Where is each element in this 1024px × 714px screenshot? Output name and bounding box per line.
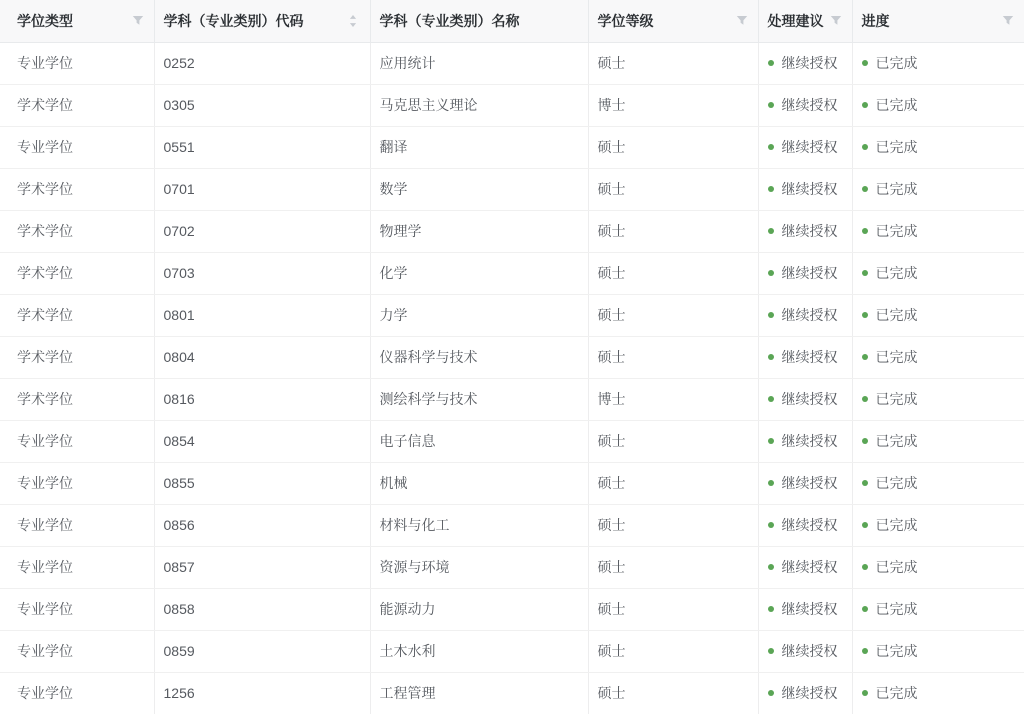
cell-degree-type bbox=[0, 588, 154, 630]
cell-name bbox=[370, 168, 588, 210]
cell-text: 硕士 bbox=[597, 559, 626, 575]
cell-level bbox=[588, 336, 758, 378]
status-dot bbox=[862, 564, 868, 570]
cell-level bbox=[588, 546, 758, 588]
table-row bbox=[0, 252, 1024, 294]
cell-text: 硕士 bbox=[597, 349, 626, 365]
table-row bbox=[0, 672, 1024, 714]
table-row bbox=[0, 84, 1024, 126]
table-row bbox=[0, 42, 1024, 84]
cell-degree-type bbox=[0, 126, 154, 168]
cell-code bbox=[154, 420, 370, 462]
cell-text: 继续授权 bbox=[781, 391, 838, 407]
cell-degree-type bbox=[0, 294, 154, 336]
cell-text: 继续授权 bbox=[781, 643, 838, 659]
status-dot bbox=[768, 396, 774, 402]
cell-level bbox=[588, 252, 758, 294]
cell-text: 机械 bbox=[379, 475, 408, 491]
col-header-label: 进度 bbox=[861, 12, 890, 29]
cell-progress bbox=[852, 84, 1024, 126]
cell-text: 硕士 bbox=[597, 139, 626, 155]
cell-text: 已完成 bbox=[875, 55, 918, 71]
status-dot bbox=[768, 564, 774, 570]
status-dot bbox=[862, 522, 868, 528]
cell-text: 0551 bbox=[163, 139, 195, 155]
status-dot bbox=[768, 186, 774, 192]
cell-text: 仪器科学与技术 bbox=[379, 349, 478, 365]
cell-text: 硕士 bbox=[597, 265, 626, 281]
cell-text: 0252 bbox=[163, 55, 195, 71]
cell-name bbox=[370, 378, 588, 420]
cell-text: 硕士 bbox=[597, 601, 626, 617]
status-dot bbox=[768, 144, 774, 150]
cell-suggestion bbox=[758, 630, 852, 672]
cell-text: 已完成 bbox=[875, 349, 918, 365]
status-dot bbox=[768, 480, 774, 486]
cell-suggestion bbox=[758, 84, 852, 126]
cell-text: 0854 bbox=[163, 433, 195, 449]
cell-degree-type bbox=[0, 462, 154, 504]
table-row bbox=[0, 420, 1024, 462]
cell-progress bbox=[852, 336, 1024, 378]
cell-text: 学术学位 bbox=[17, 97, 73, 113]
cell-text: 马克思主义理论 bbox=[379, 97, 478, 113]
cell-text: 继续授权 bbox=[781, 349, 838, 365]
cell-text: 继续授权 bbox=[781, 55, 838, 71]
cell-level bbox=[588, 630, 758, 672]
cell-code bbox=[154, 504, 370, 546]
cell-text: 专业学位 bbox=[17, 55, 73, 71]
cell-text: 继续授权 bbox=[781, 265, 838, 281]
cell-text: 土木水利 bbox=[379, 643, 436, 659]
table-row bbox=[0, 546, 1024, 588]
cell-level bbox=[588, 672, 758, 714]
cell-code bbox=[154, 126, 370, 168]
col-header-progress bbox=[852, 0, 1024, 42]
cell-text: 继续授权 bbox=[781, 685, 838, 701]
cell-progress bbox=[852, 630, 1024, 672]
cell-text: 继续授权 bbox=[781, 139, 838, 155]
status-dot bbox=[768, 312, 774, 318]
cell-level bbox=[588, 168, 758, 210]
cell-progress bbox=[852, 378, 1024, 420]
cell-text: 已完成 bbox=[875, 433, 918, 449]
cell-text: 材料与化工 bbox=[379, 517, 450, 533]
table-row bbox=[0, 336, 1024, 378]
cell-level bbox=[588, 126, 758, 168]
cell-text: 0858 bbox=[163, 601, 195, 617]
cell-text: 翻译 bbox=[379, 139, 408, 155]
table-row bbox=[0, 378, 1024, 420]
cell-text: 0816 bbox=[163, 391, 195, 407]
cell-text: 继续授权 bbox=[781, 433, 838, 449]
cell-text: 继续授权 bbox=[781, 223, 838, 239]
cell-text: 继续授权 bbox=[781, 181, 838, 197]
cell-text: 0856 bbox=[163, 517, 195, 533]
cell-text: 已完成 bbox=[875, 517, 918, 533]
filter-icon[interactable] bbox=[830, 15, 842, 27]
col-header-subject-name bbox=[370, 0, 588, 42]
cell-text: 硕士 bbox=[597, 181, 626, 197]
cell-progress bbox=[852, 252, 1024, 294]
col-header-label: 学位类型 bbox=[17, 12, 73, 29]
cell-code bbox=[154, 588, 370, 630]
cell-name bbox=[370, 630, 588, 672]
cell-text: 硕士 bbox=[597, 475, 626, 491]
table-header bbox=[0, 0, 1024, 42]
status-dot bbox=[862, 102, 868, 108]
cell-progress bbox=[852, 462, 1024, 504]
cell-text: 专业学位 bbox=[17, 475, 73, 491]
cell-suggestion bbox=[758, 126, 852, 168]
cell-code bbox=[154, 210, 370, 252]
status-dot bbox=[768, 60, 774, 66]
cell-text: 资源与环境 bbox=[379, 559, 450, 575]
cell-text: 学术学位 bbox=[17, 223, 73, 239]
cell-text: 已完成 bbox=[875, 601, 918, 617]
cell-text: 已完成 bbox=[875, 139, 918, 155]
cell-degree-type bbox=[0, 420, 154, 462]
cell-suggestion bbox=[758, 546, 852, 588]
cell-code bbox=[154, 462, 370, 504]
status-dot bbox=[768, 648, 774, 654]
cell-suggestion bbox=[758, 42, 852, 84]
col-header-subject-code[interactable] bbox=[154, 0, 370, 42]
cell-level bbox=[588, 462, 758, 504]
cell-suggestion bbox=[758, 588, 852, 630]
cell-suggestion bbox=[758, 462, 852, 504]
cell-text: 已完成 bbox=[875, 307, 918, 323]
cell-text: 0855 bbox=[163, 475, 195, 491]
status-dot bbox=[768, 270, 774, 276]
cell-progress bbox=[852, 168, 1024, 210]
cell-text: 已完成 bbox=[875, 559, 918, 575]
cell-degree-type bbox=[0, 630, 154, 672]
cell-text: 硕士 bbox=[597, 307, 626, 323]
cell-text: 电子信息 bbox=[379, 433, 436, 449]
status-dot bbox=[768, 438, 774, 444]
cell-text: 学术学位 bbox=[17, 307, 73, 323]
cell-text: 继续授权 bbox=[781, 559, 838, 575]
cell-level bbox=[588, 84, 758, 126]
cell-level bbox=[588, 42, 758, 84]
status-dot bbox=[862, 186, 868, 192]
cell-degree-type bbox=[0, 252, 154, 294]
cell-progress bbox=[852, 126, 1024, 168]
cell-level bbox=[588, 420, 758, 462]
cell-text: 硕士 bbox=[597, 223, 626, 239]
cell-name bbox=[370, 462, 588, 504]
cell-text: 专业学位 bbox=[17, 685, 73, 701]
cell-progress bbox=[852, 210, 1024, 252]
cell-text: 化学 bbox=[379, 265, 408, 281]
cell-text: 已完成 bbox=[875, 685, 918, 701]
cell-text: 专业学位 bbox=[17, 601, 73, 617]
cell-text: 已完成 bbox=[875, 265, 918, 281]
cell-text: 已完成 bbox=[875, 643, 918, 659]
col-header-suggestion bbox=[758, 0, 852, 42]
cell-text: 已完成 bbox=[875, 97, 918, 113]
cell-progress bbox=[852, 588, 1024, 630]
cell-level bbox=[588, 504, 758, 546]
cell-degree-type bbox=[0, 42, 154, 84]
cell-degree-type bbox=[0, 84, 154, 126]
sorter-icon[interactable] bbox=[348, 14, 358, 27]
status-dot bbox=[862, 606, 868, 612]
status-dot bbox=[768, 102, 774, 108]
cell-name bbox=[370, 294, 588, 336]
cell-code bbox=[154, 252, 370, 294]
cell-text: 1256 bbox=[163, 685, 195, 701]
cell-level bbox=[588, 378, 758, 420]
cell-text: 专业学位 bbox=[17, 643, 73, 659]
cell-text: 物理学 bbox=[379, 223, 422, 239]
cell-text: 继续授权 bbox=[781, 475, 838, 491]
cell-name bbox=[370, 672, 588, 714]
cell-text: 继续授权 bbox=[781, 601, 838, 617]
cell-suggestion bbox=[758, 252, 852, 294]
table-row bbox=[0, 126, 1024, 168]
status-dot bbox=[862, 648, 868, 654]
cell-code bbox=[154, 84, 370, 126]
cell-code bbox=[154, 294, 370, 336]
cell-name bbox=[370, 210, 588, 252]
cell-suggestion bbox=[758, 420, 852, 462]
cell-text: 学术学位 bbox=[17, 349, 73, 365]
table-row bbox=[0, 588, 1024, 630]
col-header-label: 处理建议 bbox=[767, 12, 824, 29]
col-header-label: 学位等级 bbox=[597, 12, 654, 29]
cell-text: 硕士 bbox=[597, 685, 626, 701]
cell-degree-type bbox=[0, 378, 154, 420]
cell-progress bbox=[852, 42, 1024, 84]
cell-text: 硕士 bbox=[597, 55, 626, 71]
cell-text: 继续授权 bbox=[781, 97, 838, 113]
cell-name bbox=[370, 336, 588, 378]
status-dot bbox=[862, 438, 868, 444]
cell-degree-type bbox=[0, 504, 154, 546]
cell-progress bbox=[852, 546, 1024, 588]
filter-icon[interactable] bbox=[736, 15, 748, 27]
cell-suggestion bbox=[758, 378, 852, 420]
cell-text: 0801 bbox=[163, 307, 195, 323]
cell-degree-type bbox=[0, 336, 154, 378]
cell-name bbox=[370, 420, 588, 462]
cell-text: 0701 bbox=[163, 181, 195, 197]
cell-degree-type bbox=[0, 210, 154, 252]
filter-icon[interactable] bbox=[132, 15, 144, 27]
cell-text: 学术学位 bbox=[17, 265, 73, 281]
col-header-label: 学科（专业类别）名称 bbox=[379, 12, 520, 29]
status-dot bbox=[768, 690, 774, 696]
cell-code bbox=[154, 168, 370, 210]
status-dot bbox=[862, 354, 868, 360]
cell-progress bbox=[852, 294, 1024, 336]
col-header-degree-level bbox=[588, 0, 758, 42]
cell-text: 硕士 bbox=[597, 643, 626, 659]
cell-code bbox=[154, 672, 370, 714]
cell-text: 0702 bbox=[163, 223, 195, 239]
cell-degree-type bbox=[0, 672, 154, 714]
cell-code bbox=[154, 630, 370, 672]
cell-code bbox=[154, 378, 370, 420]
cell-progress bbox=[852, 504, 1024, 546]
status-dot bbox=[768, 606, 774, 612]
cell-suggestion bbox=[758, 210, 852, 252]
cell-name bbox=[370, 42, 588, 84]
cell-name bbox=[370, 84, 588, 126]
cell-text: 0804 bbox=[163, 349, 195, 365]
col-header-degree-type bbox=[0, 0, 154, 42]
status-dot bbox=[862, 270, 868, 276]
cell-text: 博士 bbox=[597, 391, 626, 407]
status-dot bbox=[768, 228, 774, 234]
status-dot bbox=[862, 144, 868, 150]
table-row bbox=[0, 462, 1024, 504]
cell-text: 专业学位 bbox=[17, 517, 73, 533]
cell-suggestion bbox=[758, 504, 852, 546]
cell-progress bbox=[852, 420, 1024, 462]
cell-text: 数学 bbox=[379, 181, 408, 197]
cell-text: 硕士 bbox=[597, 517, 626, 533]
cell-text: 0857 bbox=[163, 559, 195, 575]
table-body bbox=[0, 42, 1024, 714]
cell-progress bbox=[852, 672, 1024, 714]
cell-suggestion bbox=[758, 294, 852, 336]
filter-icon[interactable] bbox=[1002, 15, 1014, 27]
cell-name bbox=[370, 588, 588, 630]
cell-name bbox=[370, 546, 588, 588]
cell-text: 应用统计 bbox=[379, 55, 436, 71]
cell-text: 工程管理 bbox=[379, 685, 436, 701]
table-row bbox=[0, 630, 1024, 672]
cell-text: 专业学位 bbox=[17, 139, 73, 155]
cell-code bbox=[154, 336, 370, 378]
status-dot bbox=[862, 690, 868, 696]
cell-suggestion bbox=[758, 336, 852, 378]
cell-text: 能源动力 bbox=[379, 601, 436, 617]
status-dot bbox=[862, 480, 868, 486]
cell-name bbox=[370, 126, 588, 168]
cell-level bbox=[588, 210, 758, 252]
cell-text: 0703 bbox=[163, 265, 195, 281]
table-row bbox=[0, 210, 1024, 252]
table-row bbox=[0, 504, 1024, 546]
cell-text: 继续授权 bbox=[781, 307, 838, 323]
cell-text: 学术学位 bbox=[17, 181, 73, 197]
cell-text: 学术学位 bbox=[17, 391, 73, 407]
cell-level bbox=[588, 294, 758, 336]
status-dot bbox=[862, 396, 868, 402]
status-dot bbox=[862, 312, 868, 318]
status-dot bbox=[768, 354, 774, 360]
cell-text: 硕士 bbox=[597, 433, 626, 449]
cell-text: 博士 bbox=[597, 97, 626, 113]
cell-text: 已完成 bbox=[875, 223, 918, 239]
cell-text: 力学 bbox=[379, 307, 408, 323]
cell-text: 专业学位 bbox=[17, 559, 73, 575]
cell-suggestion bbox=[758, 168, 852, 210]
cell-suggestion bbox=[758, 672, 852, 714]
col-header-label: 学科（专业类别）代码 bbox=[163, 12, 304, 29]
cell-text: 已完成 bbox=[875, 181, 918, 197]
cell-degree-type bbox=[0, 168, 154, 210]
cell-text: 专业学位 bbox=[17, 433, 73, 449]
cell-name bbox=[370, 252, 588, 294]
cell-name bbox=[370, 504, 588, 546]
cell-degree-type bbox=[0, 546, 154, 588]
table-row bbox=[0, 168, 1024, 210]
status-dot bbox=[862, 60, 868, 66]
cell-text: 0859 bbox=[163, 643, 195, 659]
status-dot bbox=[862, 228, 868, 234]
table-row bbox=[0, 294, 1024, 336]
cell-code bbox=[154, 546, 370, 588]
status-dot bbox=[768, 522, 774, 528]
cell-text: 0305 bbox=[163, 97, 195, 113]
cell-text: 继续授权 bbox=[781, 517, 838, 533]
cell-code bbox=[154, 42, 370, 84]
cell-text: 测绘科学与技术 bbox=[379, 391, 478, 407]
cell-text: 已完成 bbox=[875, 391, 918, 407]
cell-level bbox=[588, 588, 758, 630]
cell-text: 已完成 bbox=[875, 475, 918, 491]
